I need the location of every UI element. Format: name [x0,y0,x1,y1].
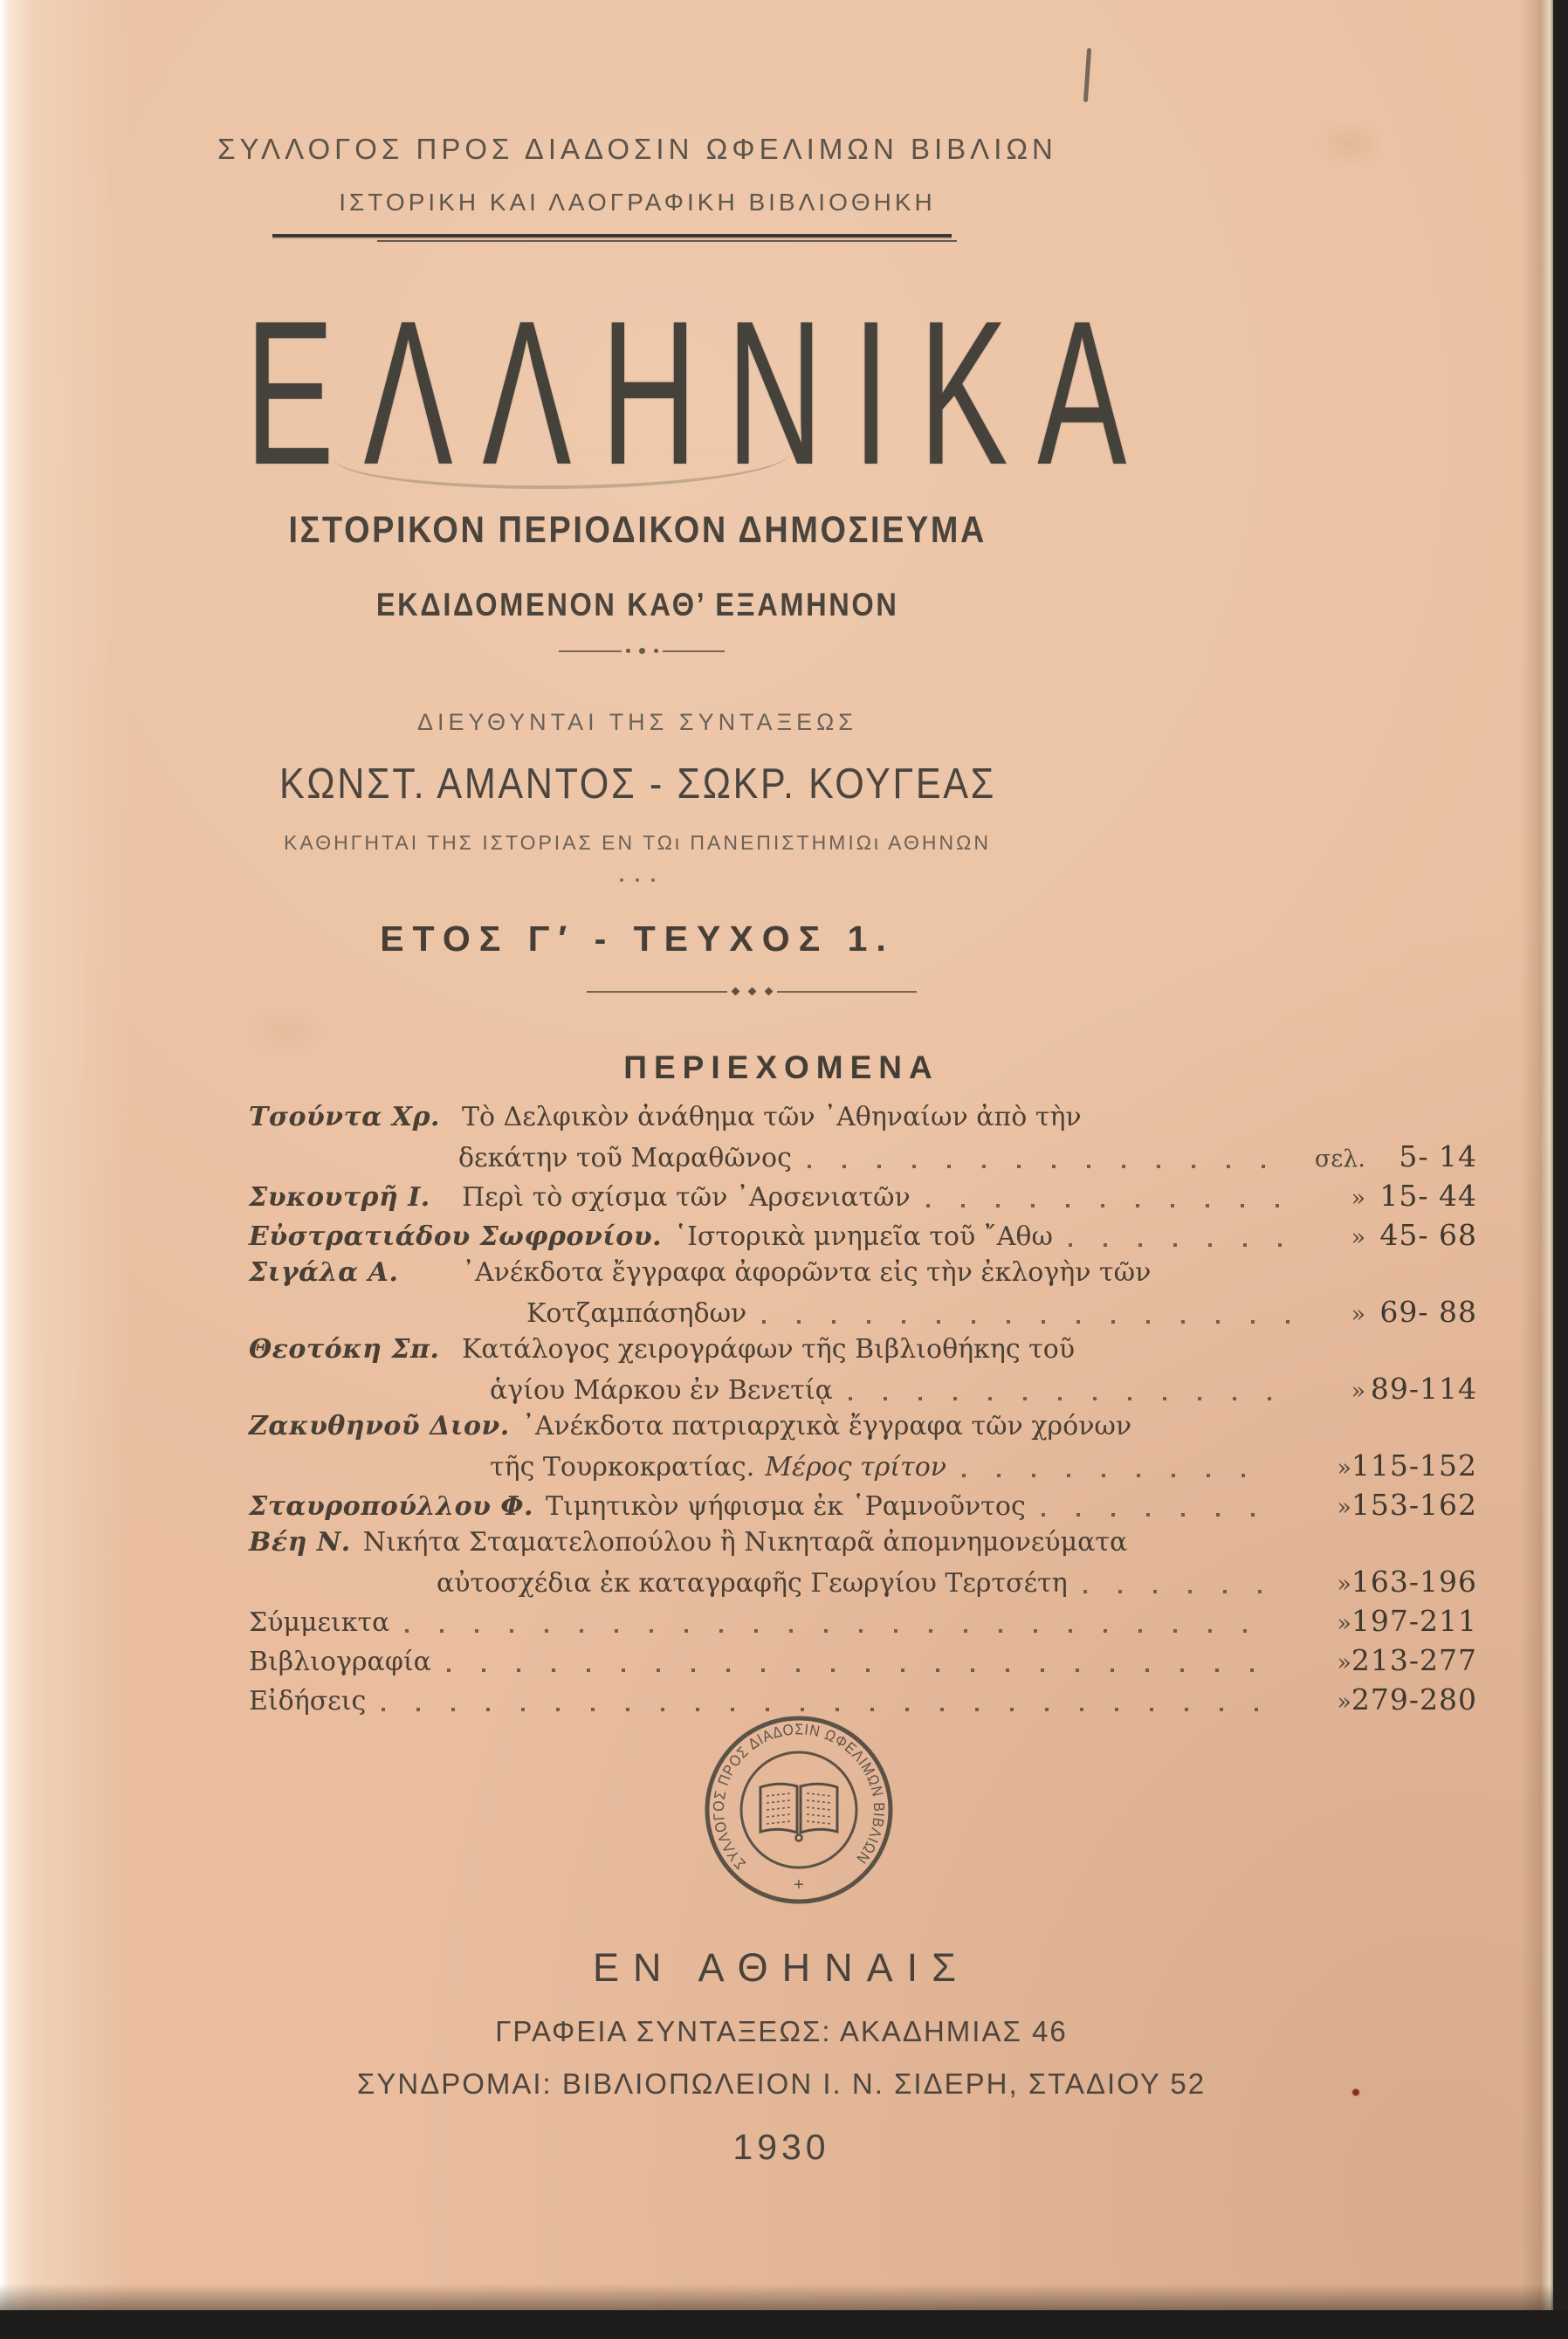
seal-inner-ring [741,1752,856,1868]
page-range: 163-196 [1351,1565,1477,1599]
entry-title-continued: ἁγίου Μάρκου ἐν Βενετίᾳ [490,1375,833,1406]
author-name: Τσούντα Χρ. [249,1102,440,1132]
entry-title: Περὶ τὸ σχίσμα τῶν ᾿Αρσενιατῶν [462,1182,911,1213]
dot-leader [849,1397,1290,1400]
toc-entry [249,1643,1477,1681]
toc-row [249,1604,1477,1641]
table-of-contents [249,1102,1477,1722]
toc-row [249,1448,1477,1486]
entry-title-continued: δεκάτην τοῦ Μαραθῶνος [458,1143,792,1173]
entry-title-continued: Κοτζαμπάσηδων [526,1298,747,1329]
page-range: 213-277 [1351,1643,1477,1677]
page-ref-label: » [1337,1689,1351,1716]
page-range: 45- 68 [1379,1218,1477,1252]
ornament-dot [636,878,639,882]
author-name: Σιγάλα Α. [249,1257,399,1288]
ornament-diamond [764,987,773,996]
ornament-dash [587,991,727,993]
entry-title: Κατάλογος χειρογράφων τῆς Βιβλιοθήκης τοῦ [462,1334,1076,1365]
toc-row [249,1295,1477,1332]
ornament-dot [620,878,623,882]
scan-background-right [1553,0,1568,2339]
toc-row [249,1139,1477,1177]
page-ref-label: » [1337,1649,1351,1676]
page-ref-label: » [1337,1494,1351,1521]
dot-leader [962,1474,1276,1477]
editors-names-text: ΚΩΝΣΤ. ΑΜΑΝΤΟΣ - ΣΩΚΡ. ΚΟΥΓΕΑΣ [279,760,996,808]
page-range: 115-152 [1351,1448,1477,1483]
toc-entry [249,1257,1477,1332]
dot-leader [405,1629,1276,1633]
toc-entry [249,1218,1477,1255]
subtitle-frequency-text: ΕΚΔΙΔΟΜΕΝΟΝ ΚΑΘ’ ΕΞΑΜΗΝΟΝ [375,587,899,623]
toc-row [249,1565,1477,1602]
toc-entry [249,1527,1477,1602]
red-stain-mark [1351,2088,1360,2096]
toc-row [249,1257,1477,1295]
page-range: 5- 14 [1399,1139,1477,1173]
ink-mark [1083,48,1091,102]
page-range: 153-162 [1351,1488,1477,1522]
ornament-mini-dots [0,870,1275,886]
entry-title: Εἰδήσεις [249,1686,367,1716]
entry-title: ᾿Ανέκδοτα πατριαρχικὰ ἔγγραφα τῶν χρόνων [521,1411,1132,1441]
toc-row [249,1102,1477,1139]
ornament-diamond [731,987,739,996]
subtitle-publication [0,509,1275,552]
entry-title: Βιβλιογραφία [249,1647,431,1677]
toc-row [249,1527,1477,1565]
imprint-city: ΕΝ ΑΘΗΝΑΙΣ [593,1945,970,1990]
toc-entry [249,1411,1477,1486]
dot-leader [1083,1590,1276,1593]
issue-line: ΕΤΟΣ Γ′ - ΤΕΥΧΟΣ 1. [380,918,895,959]
editors-affiliation: ΚΑΘΗΓΗΤΑΙ ΤΗΣ ΙΣΤΟΡΙΑΣ ΕΝ ΤΩι ΠΑΝΕΠΙΣΤΗΜΙΩι ΑΘΗΝΩΝ [284,831,991,854]
author-name: Ζακυθηνοῦ Διον. [249,1411,510,1441]
page-ref-label: » [1351,1224,1365,1251]
entry-title-continued: αὐτοσχέδια ἐκ καταγραφῆς Γεωργίου Τερτσέτη [437,1568,1068,1599]
page-range: 15- 44 [1379,1179,1477,1213]
ornament-dot [626,649,630,653]
entry-title-continued: τῆς Τουρκοκρατίας. [490,1452,755,1483]
page-ref-label: σελ. [1314,1145,1365,1173]
toc-title: ΠΕΡΙΕΧΟΜΕΝΑ [623,1049,939,1085]
page-ref-label: » [1351,1185,1365,1212]
toc-row [249,1488,1477,1525]
header-rule [272,234,952,237]
dot-leader [1042,1513,1276,1517]
ornament-dash [559,650,622,652]
subtitle-frequency [0,587,1275,623]
editors-names [0,760,1275,808]
toc-row [249,1372,1477,1409]
entry-title: ῾Ιστορικὰ μνημεῖα τοῦ ῎Αθω [674,1221,1053,1252]
ornament-dot [654,649,658,653]
toc-row [249,1218,1477,1255]
ornament-diamond [747,987,756,996]
ornament-dot [639,648,645,654]
page-range: 279-280 [1351,1682,1477,1716]
toc-entry [249,1604,1477,1641]
page-ref-label: » [1337,1610,1351,1637]
seal-outer-ring [707,1718,891,1902]
entry-title: ᾿Ανέκδοτα ἔγγραφα ἀφορῶντα εἰς τὴν ἐκλογὴν τῶν [462,1257,1152,1288]
author-name: Θεοτόκη Σπ. [249,1334,440,1365]
ornament-dot [651,878,655,882]
society-seal [698,1710,899,1910]
dot-leader [447,1668,1276,1672]
imprint-subscriptions: ΣΥΝΔΡΟΜΑΙ: ΒΙΒΛΙΟΠΩΛΕΙΟΝ Ι. Ν. ΣΙΔΕΡΗ, ΣΤΑΔΙΟΥ 52 [356,2067,1207,2100]
entry-title: Σύμμεικτα [249,1607,390,1638]
toc-row [249,1334,1477,1372]
page-ref-label: » [1351,1301,1365,1328]
entry-title: Νικήτα Σταματελοπούλου ἢ Νικηταρᾶ ἀπομνημονεύματα [362,1527,1128,1558]
imprint-year: 1930 [732,2127,830,2167]
page-ref-label: » [1337,1455,1351,1482]
open-book-icon [760,1784,837,1840]
page-range: 89-114 [1370,1372,1477,1406]
dot-leader [1069,1243,1290,1247]
ornament-divider-issue [587,988,917,994]
page-range: 197-211 [1351,1604,1477,1638]
imprint-offices: ΓΡΑΦΕΙΑ ΣΥΝΤΑΞΕΩΣ: ΑΚΑΔΗΜΙΑΣ 46 [495,2015,1068,2047]
toc-row [249,1411,1477,1448]
page-edge-shading-bottom [0,2284,1568,2314]
seal-plus-symbol: + [794,1875,804,1895]
author-name: Σταυροπούλλου Φ. [249,1491,533,1522]
ornament-dash [777,991,918,993]
scan-background-bottom [0,2310,1568,2339]
toc-entry [249,1102,1477,1177]
subtitle-publication-text: ΙΣΤΟΡΙΚΟΝ ΠΕΡΙΟΔΙΚΟΝ ΔΗΜΟΣΙΕΥΜΑ [288,509,987,551]
page-range: 69- 88 [1379,1295,1477,1329]
seal-circular-textpath: ΣΥΛΛΟΓΟΣ ΠΡΟΣ ΔΙΑΔΟΣΙΝ ΩΦΕΛΙΜΩΝ ΒΙΒΛΙΩΝ [709,1720,889,1873]
author-name: Βέη Ν. [249,1527,351,1558]
author-name: Εὐστρατιάδου Σωφρονίου. [249,1221,663,1252]
toc-entry [249,1334,1477,1409]
dot-leader [808,1165,1290,1168]
ornament-divider-top [559,648,725,654]
page-ref-label: » [1337,1571,1351,1598]
journal-title-text: ΕΛΛΗΝΙΚΑ [244,278,1157,507]
dot-leader [926,1204,1290,1207]
editors-caption: ΔΙΕΥΘΥΝΤΑΙ ΤΗΣ ΣΥΝΤΑΞΕΩΣ [417,709,857,735]
society-name: ΣΥΛΛΟΓΟΣ ΠΡΟΣ ΔΙΑΔΟΣΙΝ ΩΦΕΛΙΜΩΝ ΒΙΒΛΙΩΝ [217,133,1057,165]
author-name: Συκουτρῆ Ι. [249,1182,430,1213]
page-ref-label: » [1351,1378,1365,1405]
toc-entry [249,1179,1477,1216]
dot-leader [762,1320,1290,1324]
entry-title: Τὸ Δελφικὸν ἀνάθημα τῶν ᾿Αθηναίων ἀπὸ τὴν [462,1102,1082,1132]
toc-entry [249,1488,1477,1525]
toc-row [249,1643,1477,1681]
library-series-name: ΙΣΤΟΡΙΚΗ ΚΑΙ ΛΑΟΓΡΑΦΙΚΗ ΒΙΒΛΙΟΘΗΚΗ [339,189,936,216]
ornament-dash [663,650,726,652]
entry-title: Τιμητικὸν ψήφισμα ἐκ ῾Ραμνοῦντος [545,1491,1026,1522]
header-rule-secondary [377,240,957,242]
toc-row [249,1179,1477,1216]
entry-title-italic-part: Μέρος τρίτον [765,1452,947,1483]
page-edge-shading [1521,0,1554,2339]
